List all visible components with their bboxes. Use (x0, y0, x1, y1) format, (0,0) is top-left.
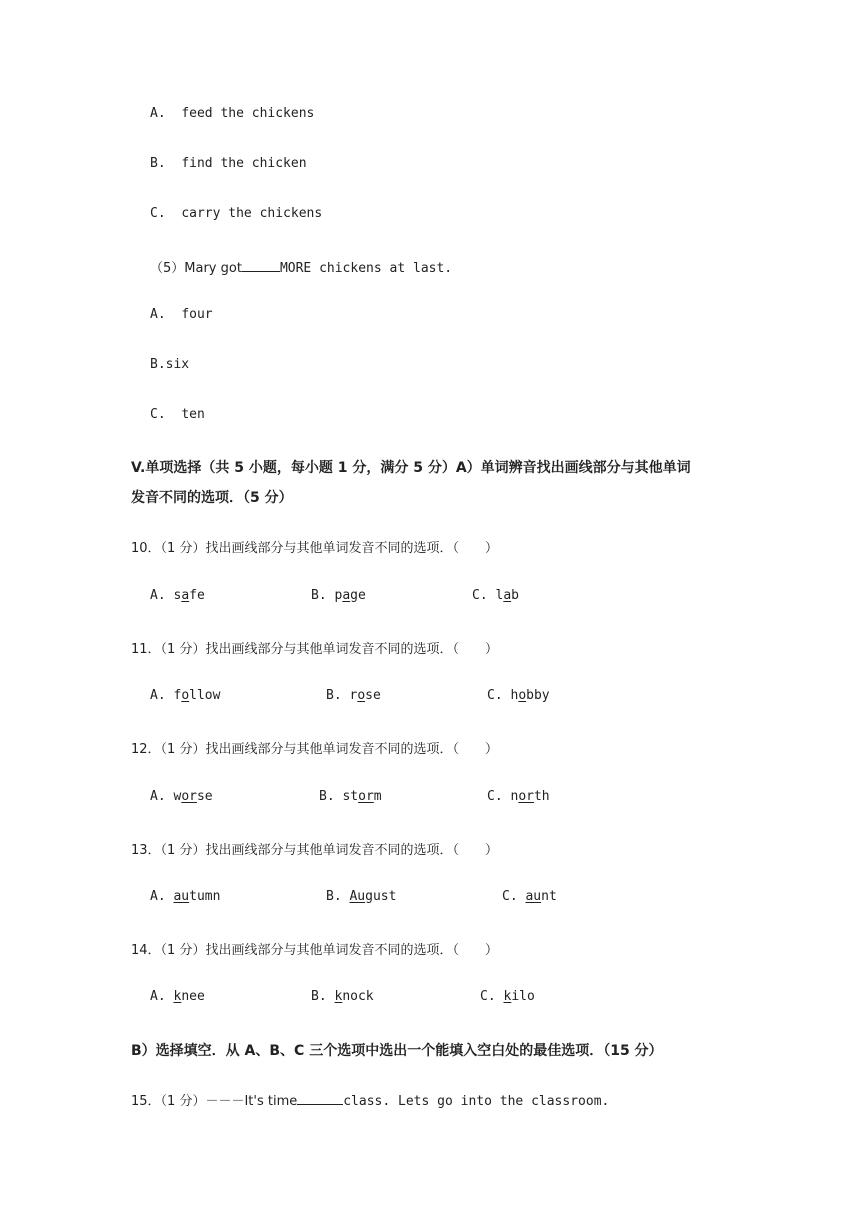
option-text: six (165, 357, 190, 372)
option-letter: A. (150, 307, 166, 322)
q5-stem (150, 257, 452, 276)
q14-option-c: C. kilo (480, 989, 535, 1004)
answer-blank (242, 259, 280, 272)
q5-option-a (150, 307, 213, 322)
q5-option-c (150, 407, 205, 422)
q13-option-b: B. August (326, 889, 397, 904)
q5-prefix: （5）Mary got (150, 261, 242, 276)
q14-option-b: B. knock (311, 989, 374, 1004)
q10-option-a: A. safe (150, 588, 205, 603)
q15-suffix: class. Lets go into the classroom. (343, 1094, 610, 1109)
question-10: 10．（1 分）找出画线部分与其他单词发音不同的选项．（ ） (131, 541, 498, 556)
q12-option-c: C. north (487, 789, 550, 804)
option-letter: B. (150, 156, 166, 171)
question-12: 12．（1 分）找出画线部分与其他单词发音不同的选项．（ ） (131, 742, 498, 757)
question-15 (131, 1090, 609, 1109)
question-13: 13．（1 分）找出画线部分与其他单词发音不同的选项．（ ） (131, 843, 498, 858)
option-text: carry the chickens (181, 206, 323, 221)
q14-option-a: A. knee (150, 989, 205, 1004)
option-text: feed the chickens (181, 106, 315, 121)
q12-option-b: B. storm (319, 789, 382, 804)
option-text: find the chicken (181, 156, 307, 171)
option-letter: B. (150, 357, 166, 372)
q10-option-b: B. page (311, 588, 366, 603)
q11-option-b: B. rose (326, 688, 381, 703)
q13-option-c: C. aunt (502, 889, 557, 904)
question-14: 14．（1 分）找出画线部分与其他单词发音不同的选项．（ ） (131, 943, 498, 958)
option-letter: C. (150, 407, 166, 422)
q12-option-a: A. worse (150, 789, 213, 804)
section-b-heading: B）选择填空．从 A、B、C 三个选项中选出一个能填入空白处的最佳选项．（15 分） (131, 1043, 663, 1059)
option-letter: C. (150, 206, 166, 221)
option-text: four (181, 307, 213, 322)
section-v-heading-line1: V.单项选择（共 5 小题，每小题 1 分，满分 5 分）A）单词辨音找出画线部分与其他单词 (131, 460, 691, 476)
option-text: ten (181, 407, 205, 422)
q5-option-b (150, 357, 189, 372)
q5-suffix: MORE chickens at last. (279, 261, 453, 276)
q10-option-c: C. lab (472, 588, 519, 603)
q15-prefix: 15．（1 分）－－－It's time (131, 1094, 298, 1109)
q4-option-b (150, 156, 307, 171)
section-v-heading-line2: 发音不同的选项．（5 分） (131, 490, 293, 506)
q11-option-a: A. follow (150, 688, 221, 703)
option-letter: A. (150, 106, 166, 121)
q11-option-c: C. hobby (487, 688, 550, 703)
answer-blank (297, 1092, 343, 1105)
question-11: 11．（1 分）找出画线部分与其他单词发音不同的选项．（ ） (131, 642, 498, 657)
q4-option-a (150, 106, 314, 121)
q13-option-a: A. autumn (150, 889, 221, 904)
q4-option-c (150, 206, 322, 221)
